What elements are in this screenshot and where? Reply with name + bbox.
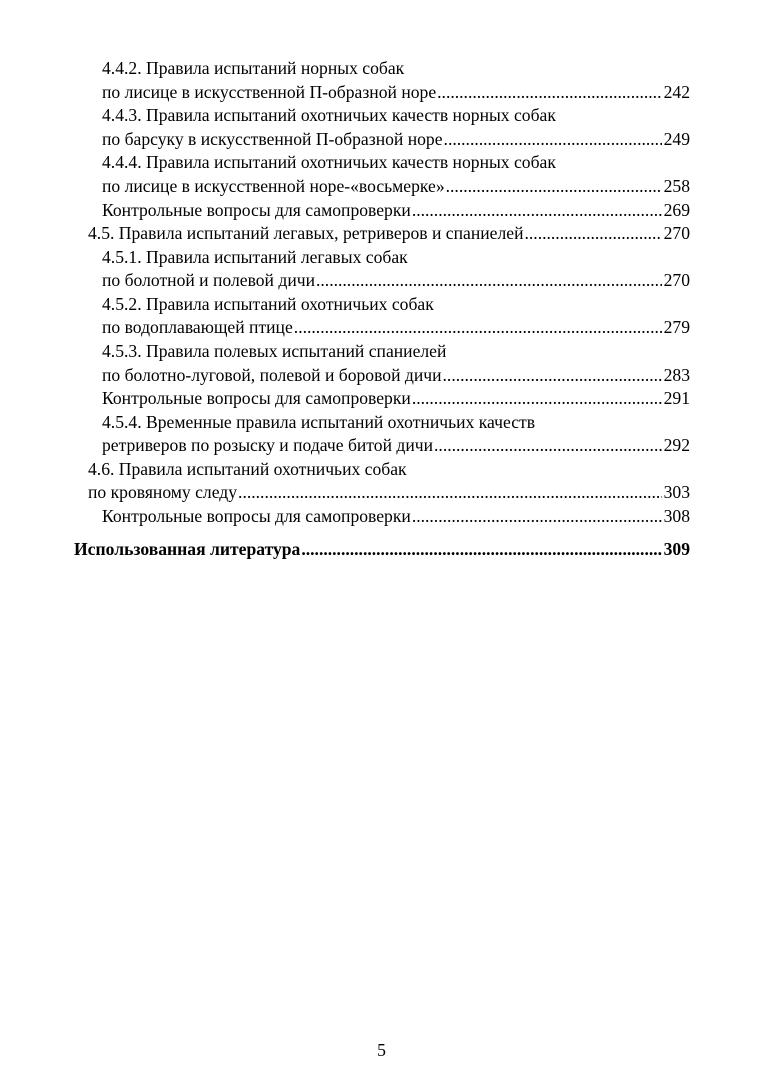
dot-leader [301, 537, 661, 561]
dot-leader [525, 221, 662, 245]
toc-entry-4-6-title: 4.6. Правила испытаний охотничьих собак [88, 459, 407, 479]
toc-entry-4-5-3[interactable] [102, 363, 690, 387]
toc-entry-review-4-4[interactable] [102, 198, 690, 222]
toc-page-number: 270 [663, 270, 690, 290]
toc-page-number: 283 [663, 365, 690, 385]
toc-entry-text: по водоплавающей птице [102, 317, 293, 337]
toc-entry-text: Использованная литература [74, 539, 301, 559]
toc-entry-4-4-2-title: 4.4.2. Правила испытаний норных собак [102, 58, 405, 78]
dot-leader [316, 268, 662, 292]
toc-entry-4-6[interactable] [88, 480, 690, 504]
toc-entry-text: по лисице в искусственной П-образной норе [102, 82, 437, 102]
page-number: 5 [377, 1040, 386, 1060]
toc-entry-text: Контрольные вопросы для самопроверки [102, 200, 411, 220]
toc-entry-text: ретриверов по розыску и подаче битой дичи [102, 435, 434, 455]
toc-page-number: 279 [663, 317, 690, 337]
toc-page-number: 249 [663, 129, 690, 149]
toc-page-number: 303 [663, 482, 690, 502]
dot-leader [412, 386, 662, 410]
dot-leader [444, 127, 662, 151]
toc-entry-text: по кровяному следу [88, 482, 238, 502]
dot-leader [437, 80, 661, 104]
toc-entry-4-4-4-title: 4.4.4. Правила испытаний охотничьих качеств норных собак [102, 152, 556, 172]
toc-page-number: 292 [663, 435, 690, 455]
toc-entry-review-4-5[interactable] [102, 386, 690, 410]
toc-entry-4-5-4-title: 4.5.4. Временные правила испытаний охотничьих качеств [102, 412, 536, 432]
toc-entry-text: по болотной и полевой дичи [102, 270, 315, 290]
toc-entry-text: Контрольные вопросы для самопроверки [102, 388, 411, 408]
toc-entry-4-4-3-title: 4.4.3. Правила испытаний охотничьих качеств норных собак [102, 105, 556, 125]
toc-page-number: 258 [663, 176, 690, 196]
toc-entry-4-5-2[interactable] [102, 315, 690, 339]
toc-entry-4-4-2[interactable] [102, 80, 690, 104]
toc-entry-4-4-4[interactable] [102, 174, 690, 198]
toc-entry-review-4-6[interactable] [102, 504, 690, 528]
toc-page-number: 269 [663, 200, 690, 220]
dot-leader [434, 433, 662, 457]
toc-entry-text: Контрольные вопросы для самопроверки [102, 506, 411, 526]
toc-entry-text: по лисице в искусственной норе-«восьмерке» [102, 176, 445, 196]
dot-leader [238, 480, 662, 504]
toc-entry-literature[interactable] [74, 537, 690, 561]
toc-entry-text: по болотно-луговой, полевой и боровой дичи [102, 365, 442, 385]
toc-page-number: 309 [663, 539, 690, 559]
toc-entry-4-4-3[interactable] [102, 127, 690, 151]
toc-entry-4-5-4[interactable] [102, 433, 690, 457]
dot-leader [443, 363, 662, 387]
dot-leader [412, 504, 662, 528]
toc-entry-text: 4.5. Правила испытаний легавых, ретриверов и спаниелей [88, 223, 524, 243]
toc-page-number: 242 [663, 82, 690, 102]
toc-page-number: 291 [663, 388, 690, 408]
dot-leader [294, 315, 662, 339]
toc-page-number: 270 [663, 223, 690, 243]
toc-page-number: 308 [663, 506, 690, 526]
toc-entry-4-5[interactable] [88, 221, 690, 245]
dot-leader [446, 174, 662, 198]
toc-entry-4-5-2-title: 4.5.2. Правила испытаний охотничьих собак [102, 294, 434, 314]
toc-entry-text: по барсуку в искусственной П-образной норе [102, 129, 443, 149]
toc-entry-4-5-3-title: 4.5.3. Правила полевых испытаний спаниелей [102, 341, 447, 361]
toc-entry-4-5-1-title: 4.5.1. Правила испытаний легавых собак [102, 247, 408, 267]
dot-leader [412, 198, 662, 222]
toc-entry-4-5-1[interactable] [102, 268, 690, 292]
